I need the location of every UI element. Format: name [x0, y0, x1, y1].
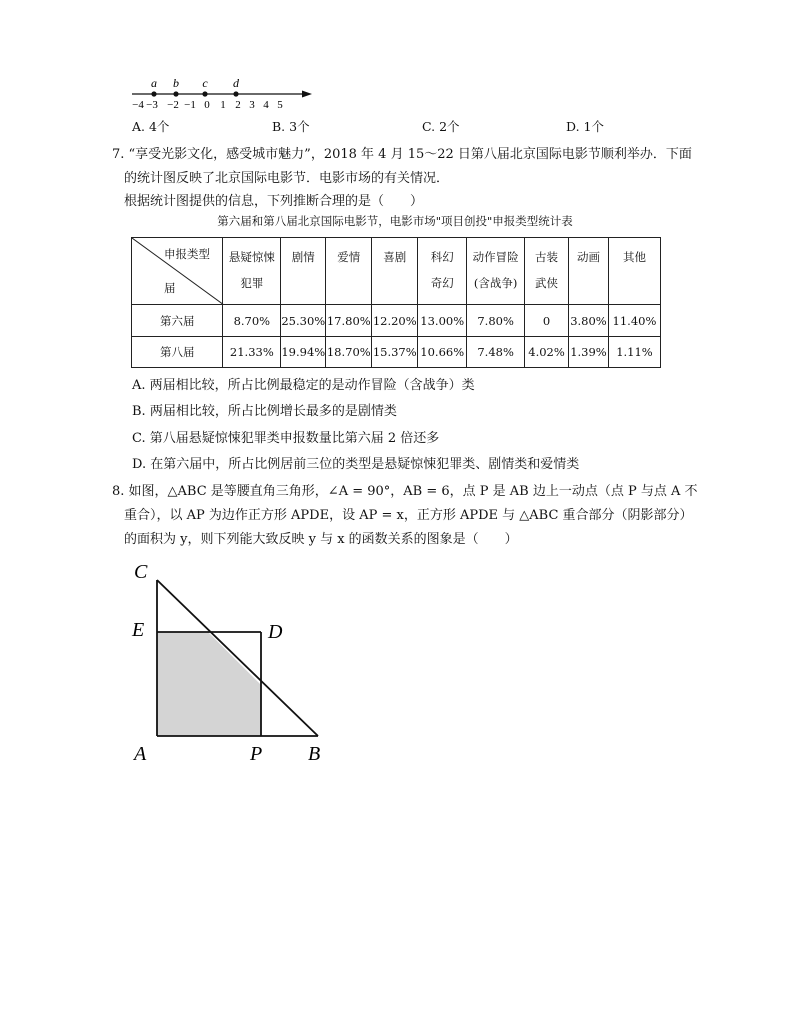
header-animation: 动画 [569, 238, 609, 305]
q7-option-b: B. 两届相比较，所占比例增长最多的是剧情类 [132, 404, 397, 419]
q7-stem-line1: 7. “享受光影文化，感受城市魅力”，2018 年 4 月 15～22 日第八届北京国际电影节顺利举办．下面 [112, 147, 692, 162]
header-costume: 古装 武侠 [525, 238, 569, 305]
number-line-point [202, 91, 207, 96]
number-line-tick-label: −3 [146, 99, 158, 111]
table-cell: 4.02% [525, 337, 569, 368]
header-drama: 剧情 [281, 238, 326, 305]
header-scifi: 科幻 奇幻 [418, 238, 467, 305]
number-line-point [233, 91, 238, 96]
table-cell: 10.66% [418, 337, 467, 368]
number-line-point-label: a [151, 76, 157, 90]
number-line-point [151, 91, 156, 96]
table-cell: 3.80% [569, 305, 609, 337]
q6-option-d: D. 1个 [566, 119, 604, 134]
header-action: 动作冒险 (含战争) [467, 238, 525, 305]
table-header-row [132, 238, 661, 305]
table-cell: 13.00% [418, 305, 467, 337]
table-cell: 7.80% [467, 305, 525, 337]
number-line-point-label: d [233, 76, 239, 90]
label-p: P [250, 743, 263, 765]
header-comedy: 喜剧 [372, 238, 418, 305]
row-label: 第六届 [132, 305, 223, 337]
q7-stem-line2: 的统计图反映了北京国际电影节．电影市场的有关情况． [124, 171, 450, 186]
table-row [132, 337, 661, 368]
corner-label-session: 届 [164, 281, 176, 295]
q7-option-c: C. 第八届悬疑惊悚犯罪类申报数量比第六届 2 倍还多 [132, 431, 440, 446]
number-line-tick-label: 2 [235, 99, 241, 111]
number-line-tick-label: 4 [263, 99, 269, 111]
table-corner-cell [132, 238, 223, 305]
number-line-point [173, 91, 178, 96]
label-e: E [132, 619, 145, 641]
table-cell: 25.30% [281, 305, 326, 337]
number-line-tick-label: 3 [249, 99, 255, 111]
q6-option-c: C. 2个 [422, 119, 460, 134]
table-cell: 19.94% [281, 337, 326, 368]
header-suspense: 悬疑惊悚 犯罪 [223, 238, 281, 305]
corner-label-type: 申报类型 [164, 247, 210, 261]
number-line-tick-label: 5 [277, 99, 283, 111]
number-line-tick-label: 0 [204, 99, 210, 111]
table-cell: 1.11% [608, 337, 660, 368]
q8-stem-line2: 重合），以 AP 为边作正方形 APDE，设 AP = x，正方形 APDE 与 △ABC 重合部分（阴影部分） [124, 508, 693, 523]
number-line-tick-label: −1 [184, 99, 196, 111]
table-cell: 1.39% [569, 337, 609, 368]
row-label: 第八届 [132, 337, 223, 368]
number-line-tick-label: 1 [220, 99, 226, 111]
q7-stem-line3: 根据统计图提供的信息，下列推断合理的是（ ） [124, 194, 424, 209]
geometry-figure [128, 556, 348, 768]
number-line-figure [128, 74, 318, 114]
q8-stem-line1: 8. 如图，△ABC 是等腰直角三角形，∠A = 90°，AB = 6，点 P 是 AB 边上一动点（点 P 与点 A 不 [112, 484, 698, 499]
table-cell: 17.80% [326, 305, 372, 337]
q7-option-a: A. 两届相比较，所占比例最稳定的是动作冒险（含战争）类 [132, 378, 475, 393]
label-a: A [134, 743, 147, 765]
label-d: D [268, 621, 283, 643]
shaded-overlap-region [157, 632, 261, 736]
number-line-tick-label: −4 [132, 99, 144, 111]
table-cell: 11.40% [608, 305, 660, 337]
header-other: 其他 [608, 238, 660, 305]
q7-option-d: D. 在第六届中，所占比例居前三位的类型是悬疑惊悚犯罪类、剧情类和爱情类 [132, 457, 580, 472]
statistics-table [131, 237, 661, 368]
table-cell: 8.70% [223, 305, 281, 337]
q6-option-b: B. 3个 [272, 119, 310, 134]
table-cell: 21.33% [223, 337, 281, 368]
number-line-point-label: c [202, 76, 208, 90]
table-cell: 7.48% [467, 337, 525, 368]
q8-stem-line3: 的面积为 y，则下列能大致反映 y 与 x 的函数关系的图象是（ ） [124, 532, 518, 547]
number-line-tick-label: −2 [167, 99, 179, 111]
table-title: 第六届和第八届北京国际电影节，电影市场"项目创投"申报类型统计表 [217, 214, 573, 228]
table-cell: 15.37% [372, 337, 418, 368]
table-cell: 18.70% [326, 337, 372, 368]
label-b: B [308, 743, 321, 765]
table-cell: 12.20% [372, 305, 418, 337]
number-line-point-label: b [173, 76, 179, 90]
q6-option-a: A. 4个 [132, 119, 170, 134]
table-row [132, 305, 661, 337]
header-romance: 爱情 [326, 238, 372, 305]
table-cell: 0 [525, 305, 569, 337]
label-c: C [134, 561, 148, 583]
